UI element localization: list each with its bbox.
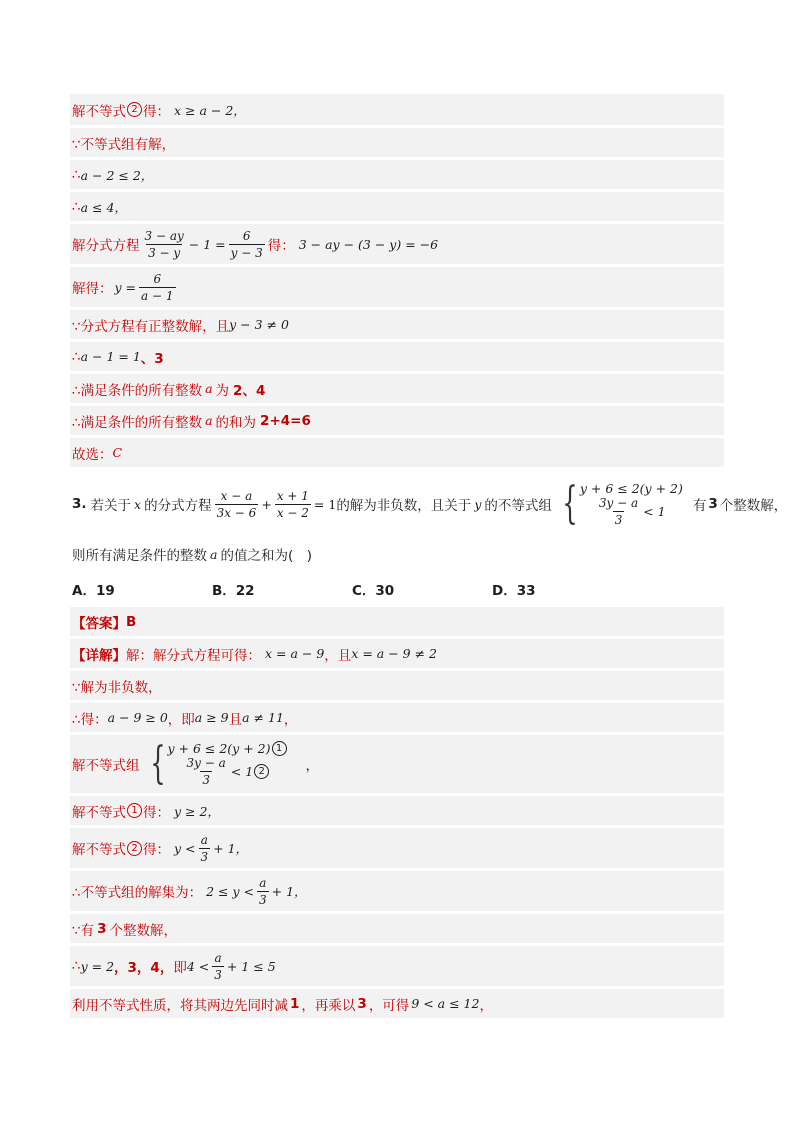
solution-line	[70, 310, 724, 339]
math: a ≠ 11	[242, 710, 284, 725]
circled-number: 1	[272, 741, 287, 756]
text: ，且	[324, 647, 352, 664]
math: = 1	[313, 496, 337, 512]
text: 的值之和为( )	[220, 548, 312, 564]
text: 的解为非负数，且关于	[336, 498, 472, 514]
text: 解不等式组	[72, 758, 140, 774]
math: − 1 =	[188, 236, 226, 252]
math: a ≤ 4，	[80, 199, 127, 215]
text: ∴不等式组的解集为：	[72, 885, 203, 901]
previous-solution	[70, 94, 724, 467]
question-line	[70, 535, 724, 573]
text: ∴	[72, 166, 81, 183]
fraction: $\frac{a}{3}$	[258, 875, 267, 907]
math: x	[134, 496, 142, 512]
document-page	[70, 94, 788, 1018]
circled-number: 2	[127, 102, 142, 117]
text: 得：	[267, 238, 295, 254]
math: a	[205, 413, 213, 428]
math: a − 1 = 1	[80, 349, 141, 364]
answer-line	[70, 607, 724, 636]
text: ∴满足条件的所有整数	[72, 382, 203, 399]
circled-number: 2	[127, 841, 142, 856]
circled-number: 1	[127, 803, 142, 818]
solution-line	[70, 192, 724, 221]
solution-line	[70, 342, 724, 371]
text: 解分式方程	[72, 238, 140, 254]
fraction: $\frac{x + 1}{x - 2}$	[276, 488, 309, 520]
math: < 1	[230, 764, 254, 779]
answer-line	[70, 871, 724, 911]
math: y + 6 ≤ 2(y + 2)	[579, 481, 683, 496]
math: y <	[174, 840, 196, 856]
text: 解不等式	[72, 804, 126, 821]
text: 得：	[143, 804, 170, 821]
math: y = 2	[80, 958, 115, 974]
text: 的分式方程	[144, 498, 212, 514]
text: 个整数解，	[719, 498, 788, 514]
inequality-system: { y + 6 ≤ 2(y + 2) 1 $\frac{3y - a}{3}$ < 1 2	[144, 741, 288, 787]
text: 为	[215, 382, 230, 399]
text: 的不等式组	[484, 498, 552, 514]
text: 2、4	[233, 382, 266, 399]
option-c: C．30	[352, 583, 395, 599]
fraction: $\frac{3y - a}{3}$	[598, 496, 639, 527]
math: y	[474, 496, 482, 512]
math: x ≥ a − 2，	[174, 102, 246, 118]
math: + 1，	[213, 841, 249, 856]
text: 2+4=6	[260, 412, 311, 429]
text: ，	[305, 758, 319, 774]
text: ∴	[72, 198, 81, 215]
text: ，3，4，	[114, 960, 174, 976]
inequality-system: { y + 6 ≤ 2(y + 2) $\frac{3y - a}{3}$ < 1	[562, 478, 683, 529]
math: y ≥ 2，	[174, 803, 220, 819]
text: 个整数解，	[109, 922, 177, 939]
fraction: $\frac{3 - ay}{3 - y}$	[144, 228, 184, 260]
solution-line	[70, 224, 724, 264]
text: ，再乘以	[301, 997, 356, 1014]
options	[70, 573, 724, 605]
text: ，即	[167, 711, 195, 728]
math: y − 3 ≠ 0	[229, 317, 289, 332]
answer-line	[70, 828, 724, 868]
option-d: D．33	[492, 583, 536, 599]
math: + 1 ≤ 5	[226, 958, 276, 974]
fraction: $\frac{x - a}{3x - 6}$	[216, 488, 257, 520]
math: a	[210, 546, 218, 562]
option-b: B．22	[212, 583, 255, 599]
answer-line	[70, 946, 724, 986]
fraction: $\frac{a}{3}$	[214, 950, 222, 982]
fraction: $\frac{6}{y - 3}$	[230, 228, 263, 260]
text: 的和为	[215, 414, 257, 431]
answer-line	[70, 914, 724, 943]
answer-label: 【答案】	[72, 615, 126, 632]
text: ∴满足条件的所有整数	[72, 414, 203, 431]
math: y + 6 ≤ 2(y + 2)	[167, 741, 271, 756]
math: x = a − 9	[265, 646, 325, 661]
text: 解不等式	[72, 842, 126, 858]
text: ∵有	[72, 922, 95, 939]
question-line	[70, 473, 788, 535]
solution-line	[70, 406, 724, 435]
math: a − 9 ≥ 0	[107, 710, 168, 725]
math: + 1，	[271, 884, 307, 899]
math: +	[261, 496, 272, 512]
question-number: 3.	[72, 496, 87, 512]
math: a ≥ 9	[194, 710, 229, 725]
text: 3	[708, 496, 718, 512]
math: 3 − ay − (3 − y) = −6	[298, 236, 439, 252]
answer-line	[70, 796, 724, 825]
text: ，	[479, 997, 493, 1014]
solution-line	[70, 438, 724, 467]
text: 故选：	[72, 446, 113, 463]
math: C	[112, 445, 123, 460]
text: 解不等式	[72, 103, 126, 120]
text: 得：	[143, 103, 170, 120]
solution-line	[70, 94, 724, 125]
answer-line	[70, 639, 724, 668]
text: ，	[283, 711, 298, 728]
text: 、3	[140, 350, 164, 367]
math: 4 <	[186, 958, 210, 974]
math: 9 < a ≤ 12	[411, 996, 480, 1011]
math: y =	[114, 279, 137, 295]
text: 得：	[143, 842, 170, 858]
solution-line: ∵不等式组有解，	[72, 136, 176, 153]
text: 且	[228, 711, 243, 728]
fraction: $\frac{3y - a}{3}$	[186, 756, 226, 787]
text: ，可得	[368, 997, 410, 1014]
math: a − 2 ≤ 2，	[80, 167, 154, 183]
text: 即	[173, 960, 187, 976]
math: < 1	[643, 504, 666, 519]
answer-line: ∵解为非负数，	[72, 679, 162, 696]
text: 若关于	[90, 498, 132, 514]
answer-line	[70, 703, 724, 732]
answer-section	[70, 607, 724, 1018]
text: ∵分式方程有正整数解，且	[72, 318, 230, 335]
text: 有	[692, 498, 707, 514]
text: ∴	[72, 958, 81, 974]
answer-value: B	[126, 613, 137, 630]
solution-line	[70, 374, 724, 403]
question-3	[70, 473, 788, 605]
fraction: $\frac{6}{a - 1}$	[141, 271, 174, 303]
math: 2 ≤ y <	[206, 883, 254, 899]
text: ∴得：	[72, 711, 108, 728]
solution-line	[70, 160, 724, 189]
text: 利用不等式性质，将其两边先同时减	[72, 997, 288, 1014]
text: 解得：	[72, 281, 113, 297]
circled-number: 2	[254, 764, 269, 779]
answer-line	[70, 735, 724, 793]
text: 3	[97, 920, 107, 937]
text: 解：解分式方程可得：	[126, 647, 261, 664]
text: 则所有满足条件的整数	[72, 548, 207, 564]
option-a: A．19	[72, 583, 115, 599]
answer-line	[70, 989, 724, 1018]
math: a	[205, 381, 213, 396]
detail-label: 【详解】	[72, 647, 126, 664]
text: 3	[357, 995, 367, 1012]
text: 1	[290, 995, 300, 1012]
math: x = a − 9 ≠ 2	[351, 646, 437, 661]
fraction: $\frac{a}{3}$	[200, 832, 209, 864]
text: ∴	[72, 348, 81, 365]
solution-line	[70, 267, 724, 307]
